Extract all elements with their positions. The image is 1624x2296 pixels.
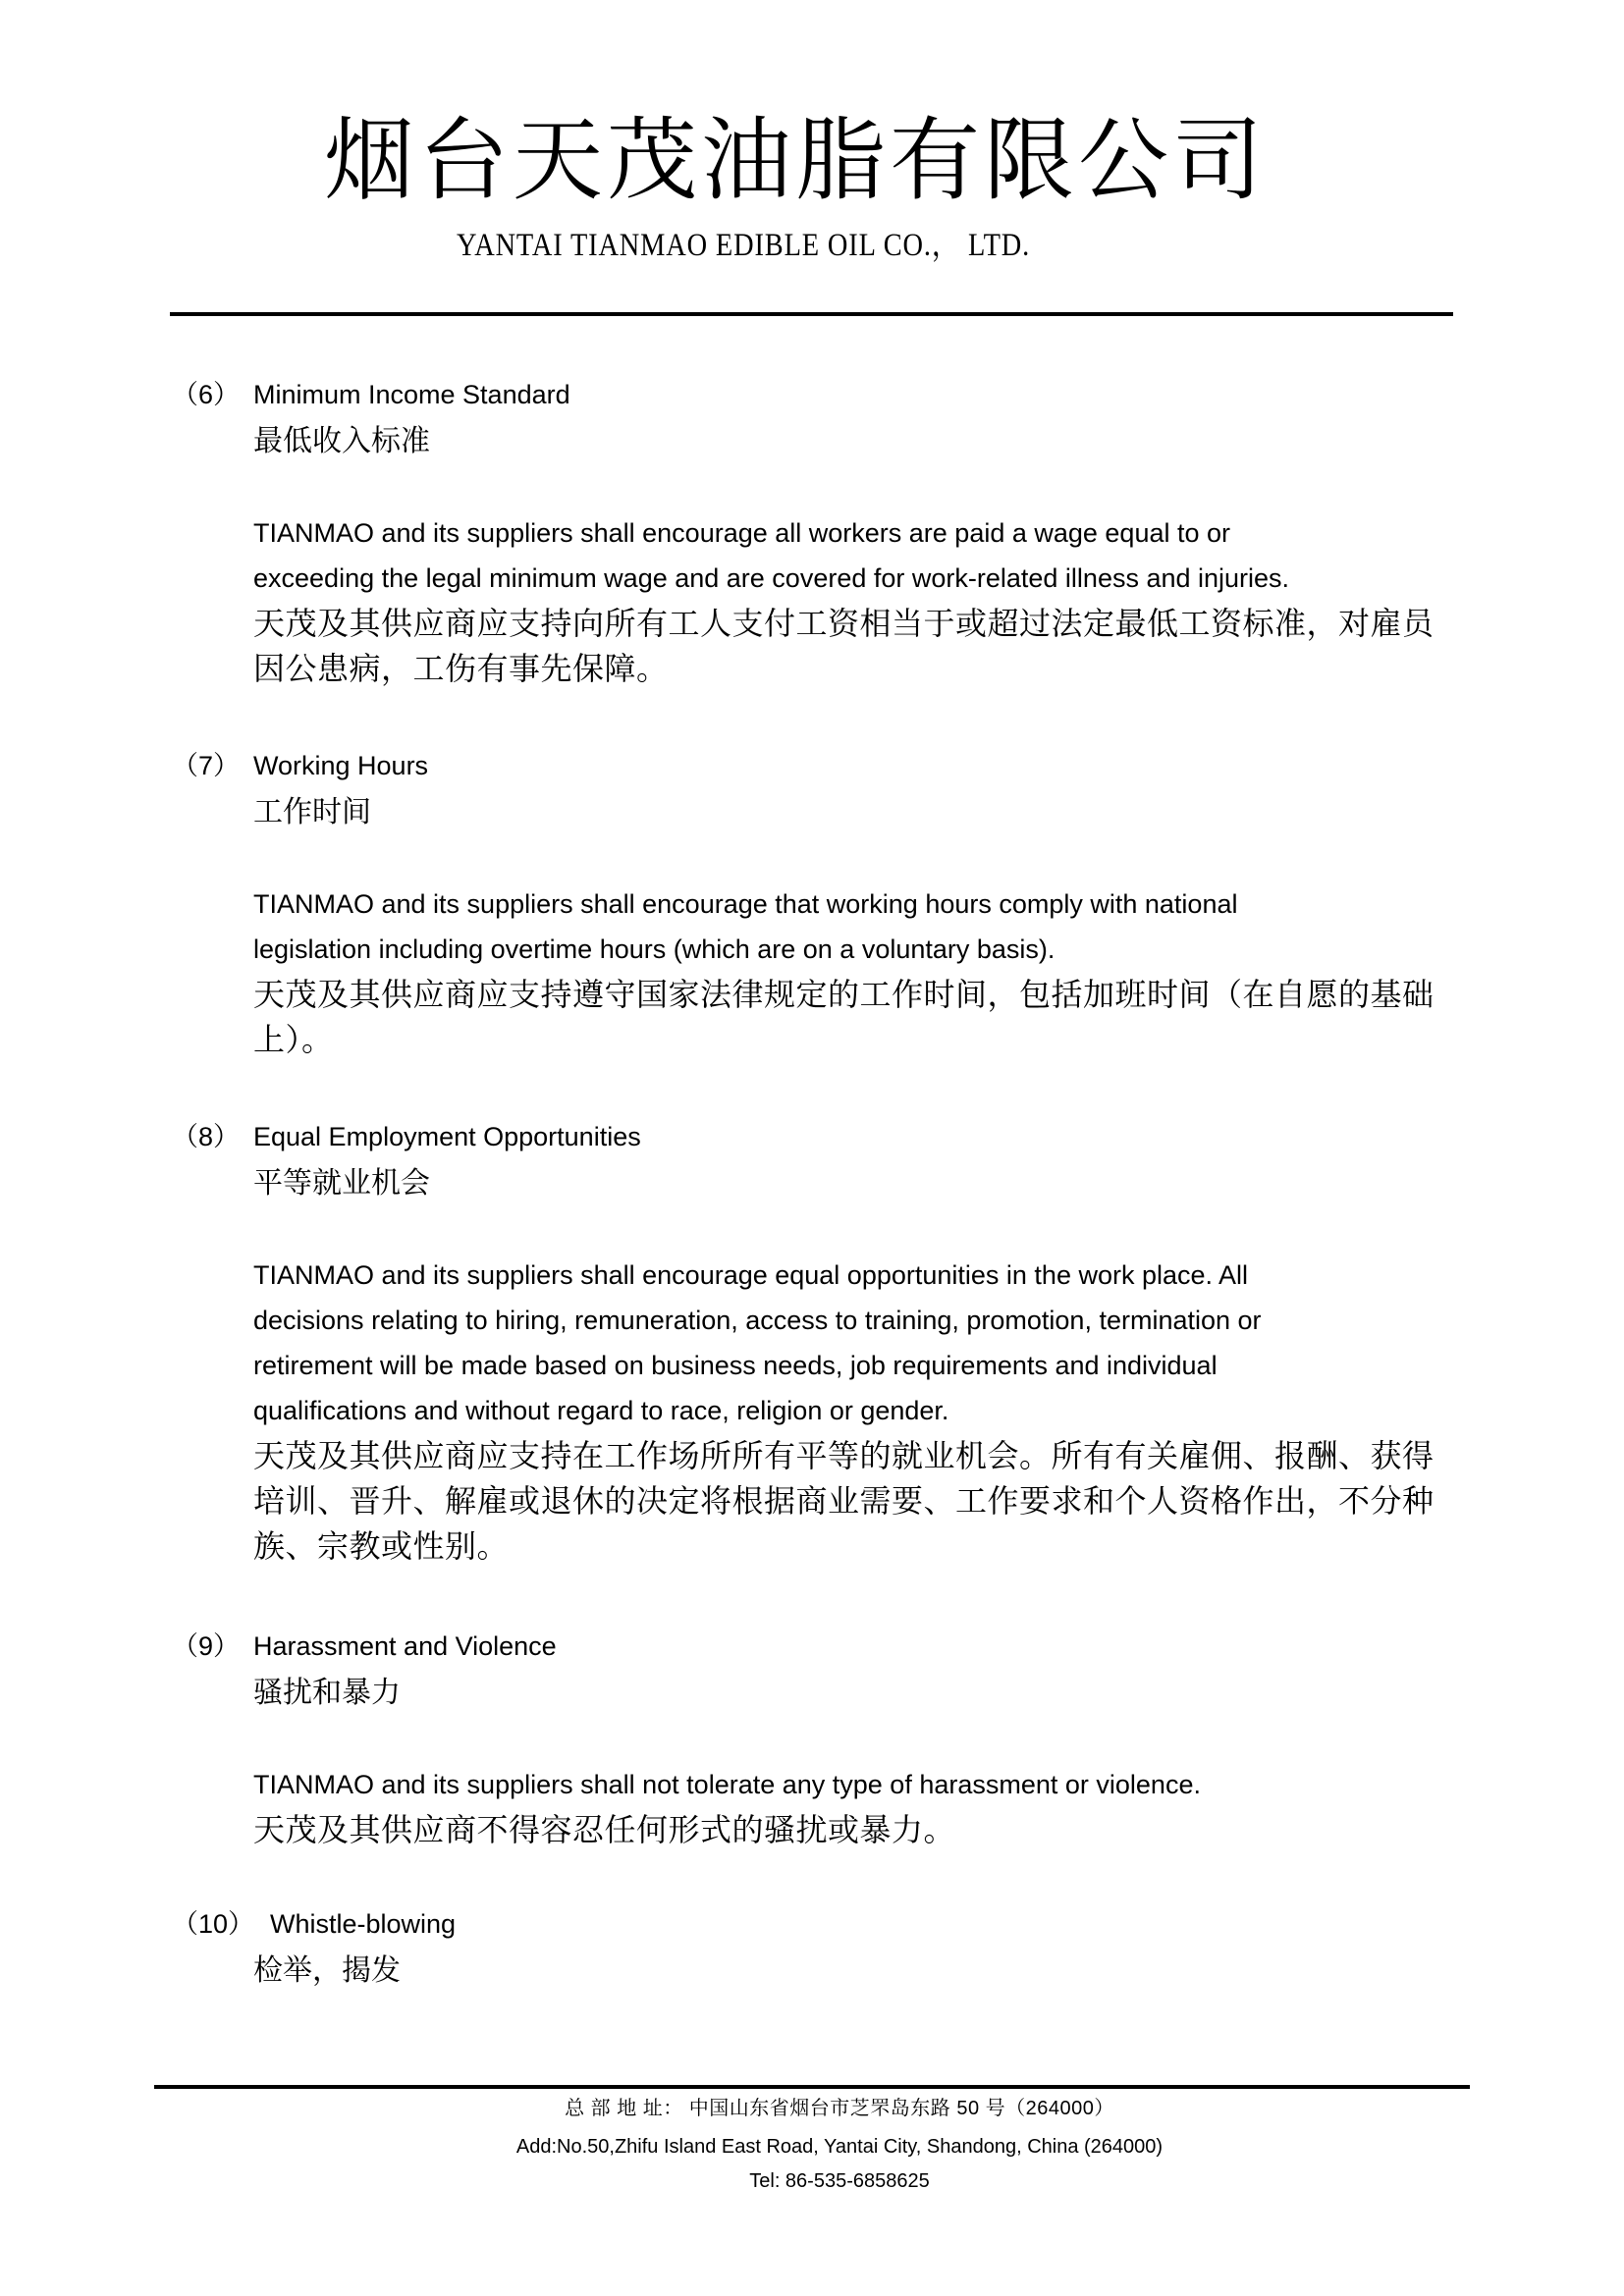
body-cn-line: 族、宗教或性别。: [253, 1527, 510, 1565]
body-en-line: decisions relating to hiring, remuneration, access to training, promotion, termination or: [253, 1306, 1262, 1335]
company-name-cn: 烟台天茂油脂有限公司: [324, 111, 1268, 211]
section-heading: [172, 371, 1468, 418]
section-whistle-blowing: [172, 1900, 1468, 1994]
company-name-en: YANTAI TIANMAO EDIBLE OIL CO.， LTD.: [457, 228, 1031, 263]
section-heading: [172, 742, 1468, 789]
section-title-en: Working Hours: [253, 751, 429, 780]
body-en-line: TIANMAO and its suppliers shall encourage all workers are paid a wage equal to or: [253, 518, 1231, 548]
body-en-line: legislation including overtime hours (which are on a voluntary basis).: [253, 934, 1056, 964]
footer-divider: [154, 2085, 1470, 2089]
section-title-cn: 检举，揭发: [253, 1953, 401, 1988]
body-cn-line: 天茂及其供应商应支持遵守国家法律规定的工作时间，包括加班时间（在自愿的基础: [253, 976, 1435, 1013]
section-working-hours: [172, 742, 1468, 1062]
section-number: （8）: [172, 1122, 241, 1151]
body-cn-line: 培训、晋升、解雇或退休的决定将根据商业需要、工作要求和个人资格作出，不分种: [253, 1482, 1435, 1520]
section-number: （10）: [172, 1909, 255, 1939]
section-minimum-income-standard: [172, 371, 1468, 691]
body-cn-line: 天茂及其供应商应支持在工作场所所有平等的就业机会。所有有关雇佣、报酬、获得: [253, 1437, 1435, 1474]
section-title-cn: 工作时间: [253, 795, 371, 829]
body-en-line: retirement will be made based on business needs, job requirements and individual: [253, 1351, 1218, 1380]
section-equal-employment-opportunities: [172, 1113, 1468, 1569]
section-title-en: Harassment and Violence: [253, 1631, 557, 1661]
section-title-cn: 平等就业机会: [253, 1166, 430, 1201]
section-number: （6）: [172, 380, 241, 409]
body-cn-line: 上）。: [253, 1021, 334, 1058]
footer-tel: Tel: 86-535-6858625: [749, 2170, 930, 2192]
section-number: （7）: [172, 751, 241, 780]
body-cn-line: 因公患病，工伤有事先保障。: [253, 650, 669, 687]
footer-address-cn: 总 部 地 址： 中国山东省烟台市芝罘岛东路 50 号（264000）: [565, 2098, 1114, 2119]
body-en-line: TIANMAO and its suppliers shall encourage equal opportunities in the work place. All: [253, 1260, 1249, 1290]
section-heading: [172, 1623, 1468, 1670]
section-heading: [172, 1900, 1468, 1948]
section-harassment-and-violence: [172, 1623, 1468, 1852]
header-divider: [170, 312, 1453, 316]
section-number: （9）: [172, 1631, 241, 1661]
body-cn-line: 天茂及其供应商应支持向所有工人支付工资相当于或超过法定最低工资标准，对雇员: [253, 605, 1435, 642]
body-cn-line: 天茂及其供应商不得容忍任何形式的骚扰或暴力。: [253, 1811, 956, 1848]
section-title-en: Equal Employment Opportunities: [253, 1122, 641, 1151]
body-en-line: TIANMAO and its suppliers shall encourage that working hours comply with national: [253, 889, 1238, 919]
section-title-cn: 最低收入标准: [253, 424, 430, 458]
section-title-en: Whistle-blowing: [270, 1909, 457, 1939]
section-title-cn: 骚扰和暴力: [253, 1676, 401, 1710]
body-en-line: exceeding the legal minimum wage and are covered for work-related illness and injuries.: [253, 563, 1290, 593]
section-title-en: Minimum Income Standard: [253, 380, 570, 409]
footer-address-en: Add:No.50,Zhifu Island East Road, Yantai City, Shandong, China (264000): [515, 2136, 1164, 2158]
body-en-line: qualifications and without regard to race, religion or gender.: [253, 1396, 949, 1425]
section-heading: [172, 1113, 1468, 1160]
body-en-line: TIANMAO and its suppliers shall not tolerate any type of harassment or violence.: [253, 1770, 1201, 1799]
